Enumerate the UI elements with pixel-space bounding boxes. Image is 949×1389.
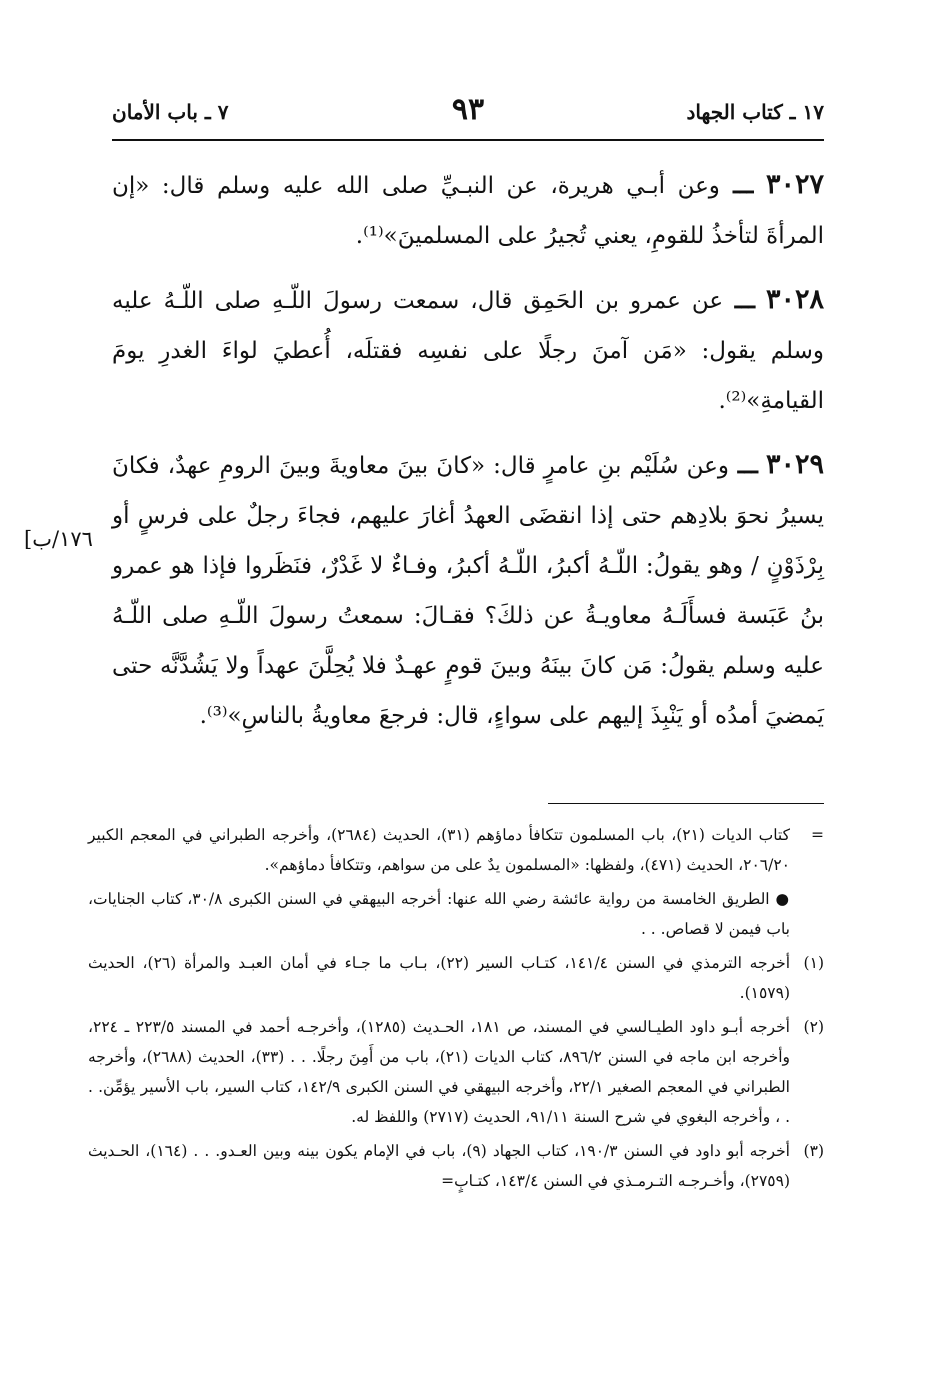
footnote-text: كتاب الديات (٢١)، باب المسلمون تتكافأ دماؤهم (٣١)، الحديث (٢٦٨٤)، وأخرجه الطبراني في المعجم الكبير ٢٠٦/٢٠، الحديث (٤٧١)، ولفظها: «المسلمون يدٌ على من سواهم، وتتكافأ دماؤهم». [88, 826, 790, 874]
footnote-mark: = [811, 826, 824, 844]
footnote-mark: (١) [803, 954, 824, 972]
footnote-mark: (٣) [803, 1142, 824, 1160]
hadith-3027 [112, 160, 824, 261]
header-book-title: ١٧ ـ كتاب الجهاد [686, 100, 824, 124]
hadith-number: ٣٠٢٨ [765, 284, 824, 315]
footnote-text: أخرجه أبـو داود الطيـالسي في المسند، ص ١٨١، الحـديث (١٢٨٥)، وأخرجـه أحمد في المسند ٢٢٣/٥ ـ ٢٢٤، وأخرجه ابن ماجه في السنن ٨٩٦/٢، كتاب الديات (٢١)، باب من أَمِنَ رجلًا. . . (٣٣)، الحديث (٢٦٨٨)، وأخرجه الطبراني في المعجم الصغير ٢٢/١، وأخرجه البيهقي في السنن الكبرى ١٤٢/٩، كتاب السير، باب الأسير يؤمِّن. . . ، وأخرجه البغوي في شرح السنة ٩١/١١، الحديث (٢٧١٧) واللفظ له. [88, 1018, 791, 1126]
footnote-continued [88, 820, 824, 880]
hadith-3028 [112, 275, 824, 426]
footnote-rule [548, 803, 824, 804]
footnote-bullet-item: ● الطريق الخامسة من رواية عائشة رضي الله عنها: أخرجه البيهقي في السنن الكبرى ٣٠/٨، كتاب الجنايات، باب فيمن لا قصاص. . . [88, 890, 790, 938]
footnotes [88, 820, 824, 1200]
hadith-dash: ـــ [723, 287, 755, 314]
footnote-text: أخرجه الترمذي في السنن ١٤١/٤، كتـاب السير (٢٢)، بـاب ما جـاء في أمان العبـد والمرأة (٢٦)، الحديث (١٥٧٩). [88, 954, 791, 1002]
footnote-2 [88, 1012, 824, 1132]
manuscript-folio-marker: [١٧٦/ب [24, 527, 93, 551]
footnote-3 [88, 1136, 824, 1196]
page-header [112, 92, 824, 132]
header-rule [112, 139, 824, 141]
hadith-text: وعن سُلَيْم بنِ عامرٍ قال: «كانَ بينَ معاويةَ وبينَ الرومِ عهدٌ، فكانَ يسيرُ نحوَ بلادِهم حتى إذا انقضَى العهدُ أغارَ عليهم، فجاءَ رجلٌ على فرسٍ أو بِرْذَوْنٍ / وهو يقولُ: اللّـهُ أكبرُ، اللّـهُ أكبرُ، وفـاءٌ لا غَدْرٌ، فنَظَروا فإذا هو عمرو بنُ عَبَسة فسأَلَـهُ معاويـةُ عن ذلكَ؟ فقـالَ: سمعتُ رسولَ اللّـهِ صلى اللّـهُ عليه وسلم يقولُ: مَن كانَ بينَهُ وبينَ قومٍ عهـدٌ فلا يُحِلَّنَ عهداً ولا يَشُدَّنَّه حتى يَمضيَ أمدُه أو يَنْبِذَ إليهم على سواءٍ، قال: فرجعَ معاويةُ بالناسِ»⁽³⁾. [112, 453, 824, 729]
page-number: ٩٣ [451, 92, 485, 127]
hadith-text: عن عمرو بن الحَمِق قال، سمعت رسولَ اللّـهِ صلى اللّـهُ عليه وسلم يقول: «مَن آمنَ رجلًا على نفسِه فقتلَه، أُعطيَ لواءَ الغدرِ يومَ القيامةِ»⁽²⁾. [112, 288, 824, 414]
header-chapter-title: ٧ ـ باب الأمان [112, 100, 229, 124]
hadith-dash: ـــ [728, 452, 758, 479]
footnote-1 [88, 948, 824, 1008]
footnote-mark: (٢) [803, 1018, 824, 1036]
hadith-3029 [112, 440, 824, 741]
footnote-text: أخرجه أبو داود في السنن ١٩٠/٣، كتاب الجهاد (٩)، باب في الإمام يكون بينه وبين العـدو. . . (١٦٤)، الحـديث (٢٧٥٩)، وأخـرجـه التـرمـذي في السنن ١٤٣/٤، كتـابٍ= [88, 1142, 790, 1190]
hadith-dash: ـــ [719, 172, 754, 199]
hadith-number: ٣٠٢٩ [765, 449, 824, 480]
hadith-number: ٣٠٢٧ [765, 169, 824, 200]
main-text [112, 160, 824, 755]
hadith-text: وعن أبـي هريرة، عن النبـيِّ صلى الله عليه وسلم قال: «إن المرأةَ لتأخذُ للقومِ، يعني تُجيرُ على المسلمينَ»⁽¹⁾. [112, 173, 824, 249]
